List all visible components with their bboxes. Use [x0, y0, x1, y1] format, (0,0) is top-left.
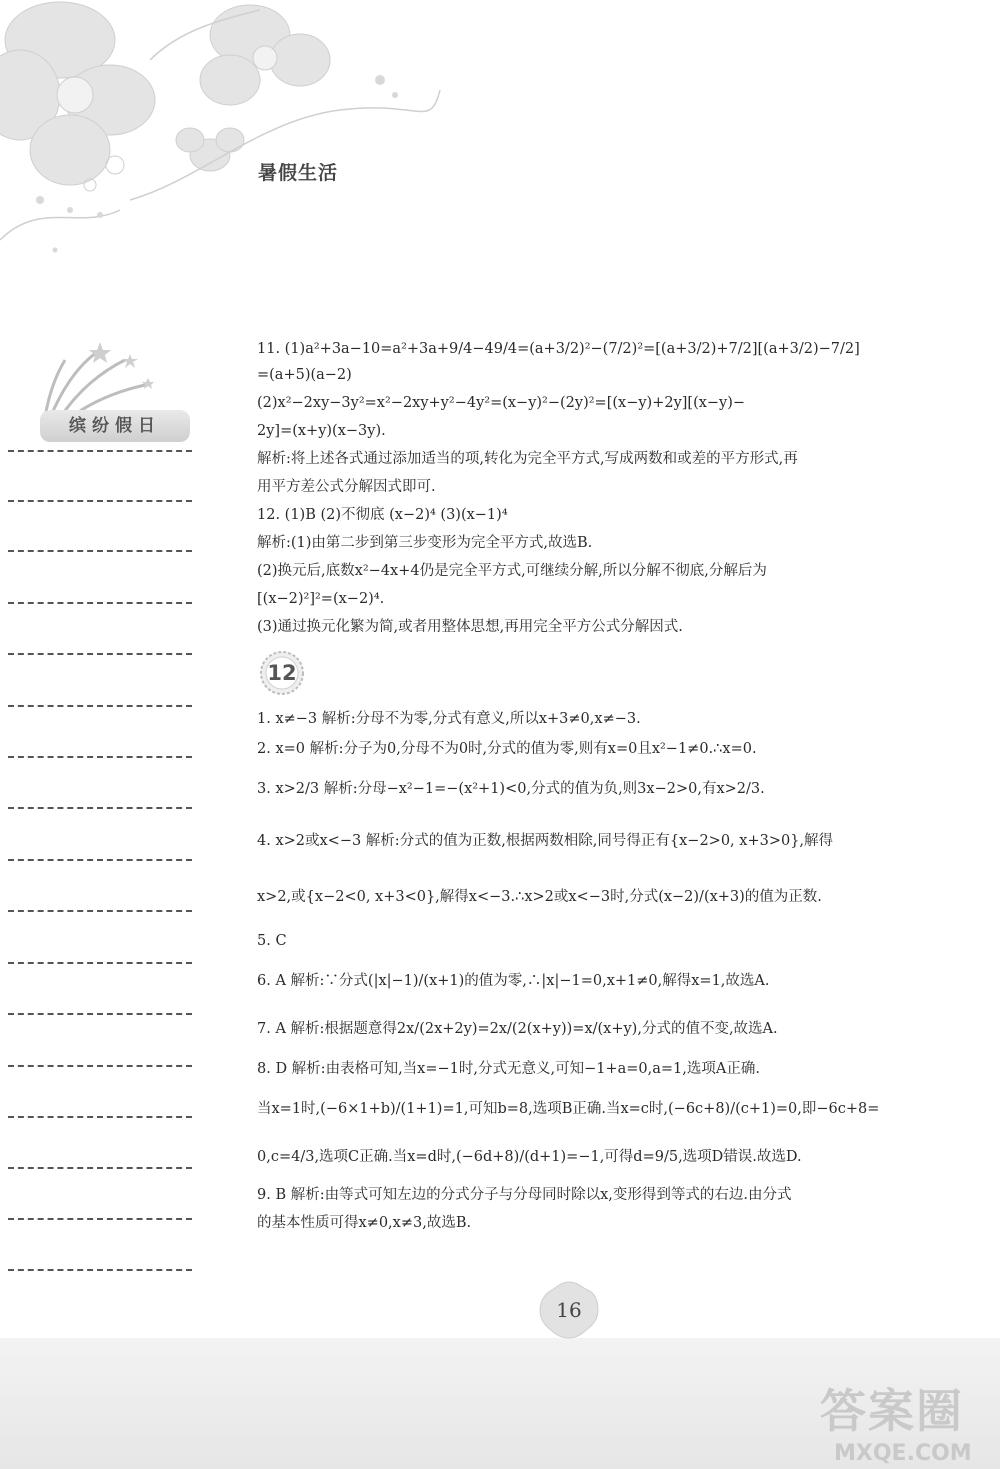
answer-line: 2. x=0 解析:分子为0,分母不为0时,分式的值为零,则有x=0且x²−1≠0.∴x=0. [257, 741, 757, 757]
answer-line: 0,c=4/3,选项C正确.当x=d时,(−6d+8)/(d+1)=−1,可得d=9/5,选项D错误.故选D. [257, 1149, 802, 1165]
note-line [8, 807, 192, 809]
answer-line: 的基本性质可得x≠0,x≠3,故选B. [257, 1215, 472, 1231]
answer-line: 5. C [257, 933, 287, 949]
answer-line: 用平方差公式分解因式即可. [257, 479, 436, 495]
answer-line: 8. D 解析:由表格可知,当x=−1时,分式无意义,可知−1+a=0,a=1,选项A正确. [257, 1061, 760, 1077]
page-number: 16 [556, 1298, 582, 1322]
section-number-badge [259, 650, 305, 696]
answer-line: 11. (1)a²+3a−10=a²+3a+9/4−49/4=(a+3/2)²−(7/2)²=[(a+3/2)+7/2][(a+3/2)−7/2] [257, 341, 860, 357]
answer-line: (2)换元后,底数x²−4x+4仍是完全平方式,可继续分解,所以分解不彻底,分解后为 [257, 563, 767, 579]
site-watermark [820, 1375, 972, 1466]
note-line [8, 1065, 192, 1067]
note-line [8, 500, 192, 502]
watermark-line1: 答案圈 [820, 1384, 964, 1438]
watermark-line2: MXQE.COM [834, 1441, 972, 1466]
header-title: 暑假生活 [258, 162, 339, 184]
answer-line: 2y]=(x+y)(x−3y). [257, 423, 386, 439]
note-line [8, 705, 192, 707]
answer-line: 当x=1时,(−6×1+b)/(1+1)=1,可知b=8,选项B正确.当x=c时,(−6c+8)/(c+1)=0,即−6c+8= [257, 1101, 880, 1117]
answer-line: 7. A 解析:根据题意得2x/(2x+2y)=2x/(2(x+y))=x/(x+y),分式的值不变,故选A. [257, 1021, 778, 1037]
note-line [8, 450, 192, 452]
answer-line: 3. x>2/3 解析:分母−x²−1=−(x²+1)<0,分式的值为负,则3x−2>0,有x>2/3. [257, 781, 765, 797]
answer-line: 12. (1)B (2)不彻底 (x−2)⁴ (3)(x−1)⁴ [257, 507, 508, 523]
answer-line: x>2,或{x−2<0, x+3<0},解得x<−3.∴x>2或x<−3时,分式(x−2)/(x+3)的值为正数. [257, 889, 822, 905]
answer-line: (2)x²−2xy−3y²=x²−2xy+y²−4y²=(x−y)²−(2y)²=[(x−y)+2y][(x−y)− [257, 395, 746, 411]
firework-icon [30, 340, 180, 420]
floral-header-decoration [0, 0, 470, 270]
note-line [8, 910, 192, 912]
answer-line: =(a+5)(a−2) [257, 367, 352, 383]
sidebar-badge: 缤纷假日 [40, 410, 190, 442]
note-line [8, 1013, 192, 1015]
answer-line: 1. x≠−3 解析:分母不为零,分式有意义,所以x+3≠0,x≠−3. [257, 711, 641, 727]
answer-line: (3)通过换元化繁为简,或者用整体思想,再用完全平方公式分解因式. [257, 619, 683, 635]
answer-line: 解析:(1)由第二步到第三步变形为完全平方式,故选B. [257, 535, 593, 551]
note-line [8, 859, 192, 861]
note-line [8, 1167, 192, 1169]
sidebar-notes [0, 340, 200, 1300]
note-line [8, 1116, 192, 1118]
page-number-badge [538, 1280, 600, 1340]
section-number: 12 [267, 661, 297, 685]
note-line [8, 653, 192, 655]
note-line [8, 550, 192, 552]
answer-line: [(x−2)²]²=(x−2)⁴. [257, 591, 385, 607]
answer-line: 6. A 解析:∵分式(|x|−1)/(x+1)的值为零,∴|x|−1=0,x+1≠0,解得x=1,故选A. [257, 973, 770, 989]
note-line [8, 962, 192, 964]
answer-line: 9. B 解析:由等式可知左边的分式分子与分母同时除以x,变形得到等式的右边.由分式 [257, 1187, 792, 1203]
answer-line: 解析:将上述各式通过添加适当的项,转化为完全平方式,写成两数和或差的平方形式,再 [257, 451, 798, 467]
answer-line: 4. x>2或x<−3 解析:分式的值为正数,根据两数相除,同号得正有{x−2>0, x+3>0},解得 [257, 833, 834, 849]
note-line [8, 756, 192, 758]
note-line [8, 1269, 192, 1271]
note-line [8, 602, 192, 604]
note-line [8, 1218, 192, 1220]
